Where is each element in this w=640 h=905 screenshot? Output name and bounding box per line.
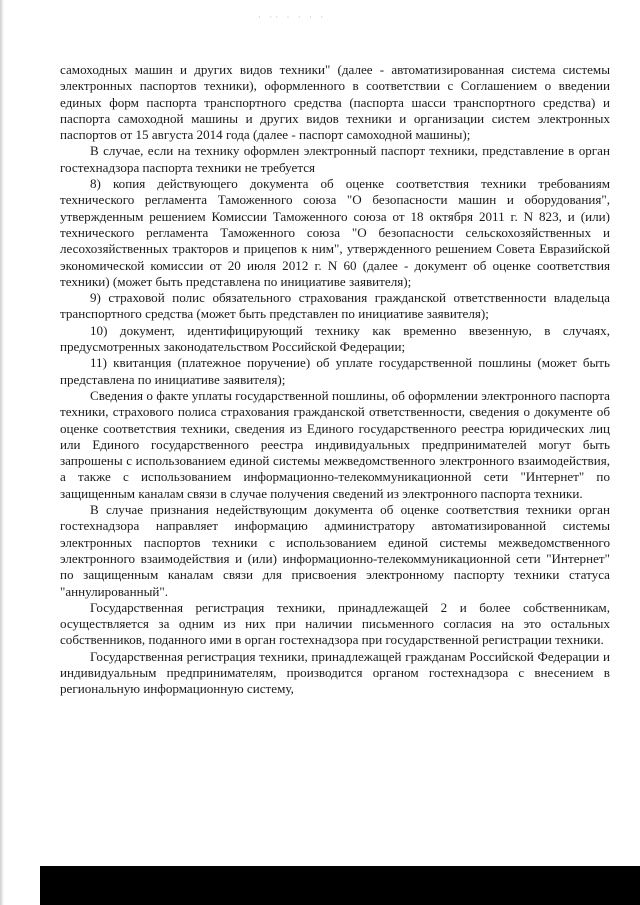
document-body bbox=[60, 62, 610, 698]
paragraph-citizens-registration: Государственная регистрация техники, принадлежащей гражданам Российской Федерации и индивидуальным предпринимателям, производится органом гостехнадзора с внесением в региональную информационную систему, bbox=[60, 648, 610, 697]
paragraph-electronic-passport-note: В случае, если на технику оформлен электронный паспорт техники, представление в орган гостехнадзора паспорта техники не требуется bbox=[60, 143, 610, 175]
paragraph-continuation: самоходных машин и других видов техники" (далее - автоматизированная система системы электронных паспортов техники), оформленного в соответствии с Соглашением о введении единых форм паспорта транспортного средства (паспорта шасси транспортного средства) и паспорта самоходной машины и других видов техники и организации систем электронных паспортов от 15 августа 2014 года (далее - паспорт самоходной машины); bbox=[60, 62, 610, 143]
paragraph-item-10: 10) документ, идентифицирующий технику как временно ввезенную, в случаях, предусмотренных законодательством Российской Федерации; bbox=[60, 322, 610, 355]
paragraph-item-9: 9) страховой полис обязательного страхования гражданской ответственности владельца транспортного средства (может быть представлен по инициативе заявителя); bbox=[60, 290, 610, 322]
scan-artifact-mark: · ·· · · · · bbox=[258, 12, 327, 22]
paragraph-fee-information: Сведения о факте уплаты государственной пошлины, об оформлении электронного паспорта техники, страхового полиса страхования гражданской ответственности, сведения о документе об оценке соответствия техники, сведения из Единого государственного реестра юридических лиц или Единого государственного реестра индивидуальных предпринимателей могут быть запрошены с использованием единой системы межведомственного электронного взаимодействия, а также с использованием информационно-телекоммуникационной сети "Интернет" по защищенным каналам связи в случае получения сведений из электронного паспорта техники. bbox=[60, 387, 610, 501]
scan-edge-shadow bbox=[0, 0, 4, 905]
paragraph-item-11: 11) квитанция (платежное поручение) об уплате государственной пошлины (может быть представлена по инициативе заявителя); bbox=[60, 355, 610, 387]
scan-bottom-bar bbox=[40, 866, 640, 905]
paragraph-invalid-document: В случае признания недействующим документа об оценке соответствия техники орган гостехнадзора направляет информацию администратору автоматизированной системы электронных паспортов техники с использованием единой системы межведомственного электронного взаимодействия и (или) информационно-телекоммуникационной сети "Интернет" по защищенным каналам связи для присвоения электронному паспорту техники статуса "аннулированный". bbox=[60, 502, 610, 599]
paragraph-multiple-owners: Государственная регистрация техники, принадлежащей 2 и более собственникам, осуществляется за одним из них при наличии письменного согласия на это остальных собственников, поданного ими в орган гостехнадзора при государственной регистрации техники. bbox=[60, 599, 610, 648]
paragraph-item-8: 8) копия действующего документа об оценке соответствия техники требованиям технического регламента Таможенного союза "О безопасности машин и оборудования", утвержденным решением Комиссии Таможенного союза от 18 октября 2011 г. N 823, и (или) технического регламента Таможенного союза "О безопасности сельскохозяйственных и лесохозяйственных тракторов и прицепов к ним", утвержденного решением Совета Евразийской экономической комиссии от 20 июля 2012 г. N 60 (далее - документ об оценке соответствия техники) (может быть представлена по инициативе заявителя); bbox=[60, 176, 610, 289]
